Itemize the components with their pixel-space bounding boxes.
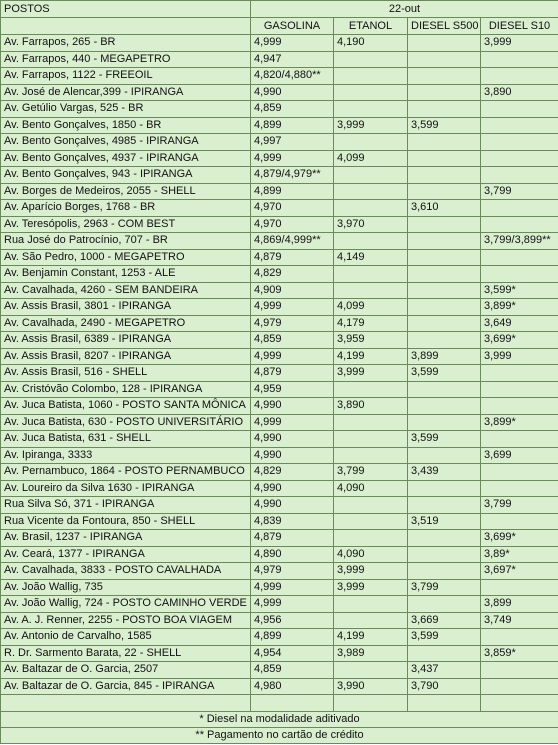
price-etanol: 4,090 — [334, 480, 408, 497]
price-diesel-s500 — [408, 381, 481, 398]
price-etanol: 4,149 — [334, 249, 408, 266]
price-diesel-s10 — [481, 134, 558, 151]
price-diesel-s10 — [481, 200, 558, 217]
price-diesel-s500 — [408, 134, 481, 151]
price-gasolina: 4,909 — [251, 282, 334, 299]
blank-row — [1, 695, 558, 712]
price-gasolina: 4,899 — [251, 183, 334, 200]
station-name: Av. Ipiranga, 3333 — [1, 447, 251, 464]
price-diesel-s10: 3,899 — [481, 596, 558, 613]
station-name: Av. Assis Brasil, 8207 - IPIRANGA — [1, 348, 251, 365]
price-etanol: 3,999 — [334, 365, 408, 382]
header-row-date — [1, 1, 558, 18]
price-diesel-s500: 3,599 — [408, 117, 481, 134]
station-name: Av. Bento Gonçalves, 1850 - BR — [1, 117, 251, 134]
price-gasolina: 4,990 — [251, 431, 334, 448]
price-etanol: 3,970 — [334, 216, 408, 233]
price-etanol — [334, 447, 408, 464]
price-etanol — [334, 381, 408, 398]
price-diesel-s10 — [481, 513, 558, 530]
price-diesel-s500: 3,799 — [408, 579, 481, 596]
station-name: Av. João Wallig, 724 - POSTO CAMINHO VERDE — [1, 596, 251, 613]
table-row — [1, 579, 558, 596]
price-diesel-s10: 3,799/3,899** — [481, 233, 558, 250]
price-diesel-s10 — [481, 579, 558, 596]
table-row — [1, 117, 558, 134]
price-diesel-s500: 3,599 — [408, 431, 481, 448]
table-row — [1, 299, 558, 316]
table-row — [1, 51, 558, 68]
price-diesel-s10: 3,799 — [481, 497, 558, 514]
table-row — [1, 84, 558, 101]
price-diesel-s10 — [481, 101, 558, 118]
price-gasolina: 4,970 — [251, 216, 334, 233]
table-row — [1, 464, 558, 481]
station-name: Av. Baltazar de O. Garcia, 845 - IPIRANGA — [1, 678, 251, 695]
table-row — [1, 381, 558, 398]
station-name: Av. Benjamin Constant, 1253 - ALE — [1, 266, 251, 283]
price-diesel-s10: 3,999 — [481, 35, 558, 52]
price-etanol: 4,099 — [334, 299, 408, 316]
station-name: Av. Assis Brasil, 3801 - IPIRANGA — [1, 299, 251, 316]
price-etanol: 3,990 — [334, 678, 408, 695]
price-diesel-s10 — [481, 167, 558, 184]
table-row — [1, 497, 558, 514]
price-diesel-s10 — [481, 464, 558, 481]
station-name: Av. Ceará, 1377 - IPIRANGA — [1, 546, 251, 563]
station-name: Av. Bento Gonçalves, 4985 - IPIRANGA — [1, 134, 251, 151]
price-diesel-s500 — [408, 530, 481, 547]
price-gasolina: 4,979 — [251, 563, 334, 580]
station-name: Av. Farrapos, 265 - BR — [1, 35, 251, 52]
price-diesel-s10: 3,697* — [481, 563, 558, 580]
table-row — [1, 431, 558, 448]
price-diesel-s500 — [408, 68, 481, 85]
price-diesel-s500: 3,437 — [408, 662, 481, 679]
price-gasolina: 4,970 — [251, 200, 334, 217]
station-name: Av. Cristóvão Colombo, 128 - IPIRANGA — [1, 381, 251, 398]
station-name: Av. José de Alencar,399 - IPIRANGA — [1, 84, 251, 101]
price-diesel-s500 — [408, 332, 481, 349]
station-name: Av. João Wallig, 735 — [1, 579, 251, 596]
table-row — [1, 348, 558, 365]
table-row — [1, 249, 558, 266]
price-gasolina: 4,859 — [251, 662, 334, 679]
price-gasolina: 4,879/4,979** — [251, 167, 334, 184]
price-diesel-s10 — [481, 678, 558, 695]
price-diesel-s500 — [408, 447, 481, 464]
price-diesel-s10 — [481, 68, 558, 85]
price-etanol — [334, 596, 408, 613]
price-diesel-s500 — [408, 216, 481, 233]
price-etanol — [334, 200, 408, 217]
price-diesel-s500 — [408, 480, 481, 497]
table-row — [1, 282, 558, 299]
price-diesel-s500 — [408, 249, 481, 266]
price-diesel-s10: 3,699* — [481, 530, 558, 547]
table-row — [1, 530, 558, 547]
table-row — [1, 35, 558, 52]
price-etanol: 3,890 — [334, 398, 408, 415]
price-diesel-s10: 3,899* — [481, 299, 558, 316]
table-row — [1, 662, 558, 679]
price-etanol: 3,999 — [334, 579, 408, 596]
price-diesel-s10: 3,89* — [481, 546, 558, 563]
table-row — [1, 183, 558, 200]
price-diesel-s500: 3,599 — [408, 365, 481, 382]
price-diesel-s500 — [408, 282, 481, 299]
price-gasolina: 4,990 — [251, 497, 334, 514]
price-diesel-s500: 3,899 — [408, 348, 481, 365]
price-etanol — [334, 183, 408, 200]
price-gasolina: 4,954 — [251, 645, 334, 662]
price-etanol: 4,090 — [334, 546, 408, 563]
station-name: Av. A. J. Renner, 2255 - POSTO BOA VIAGEM — [1, 612, 251, 629]
footnote-pagamento-cartao: ** Pagamento no cartão de crédito — [1, 728, 558, 744]
table-row — [1, 167, 558, 184]
price-diesel-s10 — [481, 381, 558, 398]
price-etanol: 4,199 — [334, 629, 408, 646]
price-etanol — [334, 282, 408, 299]
station-name: Av. Assis Brasil, 6389 - IPIRANGA — [1, 332, 251, 349]
footnote-row — [1, 728, 558, 744]
price-gasolina: 4,999 — [251, 579, 334, 596]
price-gasolina: 4,879 — [251, 365, 334, 382]
price-diesel-s500 — [408, 563, 481, 580]
table-row — [1, 447, 558, 464]
price-gasolina: 4,980 — [251, 678, 334, 695]
table-row — [1, 398, 558, 415]
table-row — [1, 101, 558, 118]
station-name: R. Dr. Sarmento Barata, 22 - SHELL — [1, 645, 251, 662]
price-diesel-s10: 3,699 — [481, 447, 558, 464]
price-etanol: 3,989 — [334, 645, 408, 662]
price-diesel-s500 — [408, 299, 481, 316]
price-diesel-s10 — [481, 662, 558, 679]
price-diesel-s500 — [408, 101, 481, 118]
price-etanol — [334, 134, 408, 151]
station-name: Av. Cavalhada, 4260 - SEM BANDEIRA — [1, 282, 251, 299]
station-name: Av. Brasil, 1237 - IPIRANGA — [1, 530, 251, 547]
price-diesel-s500 — [408, 183, 481, 200]
price-diesel-s10 — [481, 216, 558, 233]
price-diesel-s500 — [408, 35, 481, 52]
price-gasolina: 4,829 — [251, 266, 334, 283]
table-row — [1, 332, 558, 349]
station-name: Av. Juca Batista, 630 - POSTO UNIVERSITÁRIO — [1, 414, 251, 431]
price-diesel-s10 — [481, 266, 558, 283]
price-diesel-s10 — [481, 117, 558, 134]
price-etanol — [334, 101, 408, 118]
station-name: Av. Cavalhada, 2490 - MEGAPETRO — [1, 315, 251, 332]
station-name: Av. Farrapos, 440 - MEGAPETRO — [1, 51, 251, 68]
postos-header: POSTOS — [1, 1, 251, 18]
price-gasolina: 4,956 — [251, 612, 334, 629]
price-diesel-s500 — [408, 233, 481, 250]
price-diesel-s10 — [481, 629, 558, 646]
price-gasolina: 4,839 — [251, 513, 334, 530]
station-name: Av. Bento Gonçalves, 943 - IPIRANGA — [1, 167, 251, 184]
price-gasolina: 4,859 — [251, 101, 334, 118]
price-etanol — [334, 414, 408, 431]
price-diesel-s500 — [408, 546, 481, 563]
station-name: Rua José do Patrocínio, 707 - BR — [1, 233, 251, 250]
column-header-etanol: ETANOL — [334, 18, 408, 35]
price-diesel-s500 — [408, 84, 481, 101]
price-gasolina: 4,959 — [251, 381, 334, 398]
price-diesel-s500 — [408, 51, 481, 68]
price-diesel-s500 — [408, 414, 481, 431]
price-diesel-s500: 3,519 — [408, 513, 481, 530]
price-diesel-s500 — [408, 497, 481, 514]
price-gasolina: 4,820/4,880** — [251, 68, 334, 85]
table-row — [1, 233, 558, 250]
table-row — [1, 480, 558, 497]
table-row — [1, 563, 558, 580]
station-name: Av. São Pedro, 1000 - MEGAPETRO — [1, 249, 251, 266]
station-name: Av. Antonio de Carvalho, 1585 — [1, 629, 251, 646]
table-row — [1, 216, 558, 233]
footnote-diesel-aditivado: * Diesel na modalidade aditivado — [1, 712, 558, 728]
table-row — [1, 596, 558, 613]
column-header-gasolina: GASOLINA — [251, 18, 334, 35]
price-diesel-s10: 3,649 — [481, 315, 558, 332]
table-row — [1, 365, 558, 382]
price-etanol: 3,999 — [334, 563, 408, 580]
price-diesel-s10: 3,890 — [481, 84, 558, 101]
price-gasolina: 4,890 — [251, 546, 334, 563]
table-row — [1, 266, 558, 283]
price-etanol — [334, 497, 408, 514]
table-row — [1, 414, 558, 431]
station-name: Av. Farrapos, 1122 - FREEOIL — [1, 68, 251, 85]
header-empty-cell — [1, 18, 251, 35]
price-diesel-s500: 3,790 — [408, 678, 481, 695]
table-row — [1, 200, 558, 217]
station-name: Av. Borges de Medeiros, 2055 - SHELL — [1, 183, 251, 200]
price-etanol: 3,959 — [334, 332, 408, 349]
station-name: Av. Aparício Borges, 1768 - BR — [1, 200, 251, 217]
price-gasolina: 4,859 — [251, 332, 334, 349]
price-gasolina: 4,899 — [251, 629, 334, 646]
price-gasolina: 4,999 — [251, 299, 334, 316]
station-name: Av. Pernambuco, 1864 - POSTO PERNAMBUCO — [1, 464, 251, 481]
price-rows — [1, 35, 558, 695]
price-diesel-s500 — [408, 167, 481, 184]
price-diesel-s500 — [408, 315, 481, 332]
price-etanol — [334, 51, 408, 68]
price-diesel-s10: 3,599* — [481, 282, 558, 299]
price-diesel-s10: 3,999 — [481, 348, 558, 365]
price-gasolina: 4,999 — [251, 596, 334, 613]
table-row — [1, 150, 558, 167]
price-diesel-s500 — [408, 645, 481, 662]
price-etanol — [334, 233, 408, 250]
table-row — [1, 68, 558, 85]
station-name: Av. Baltazar de O. Garcia, 2507 — [1, 662, 251, 679]
column-header-diesel-s10: DIESEL S10 — [481, 18, 558, 35]
price-etanol — [334, 431, 408, 448]
price-gasolina: 4,990 — [251, 398, 334, 415]
price-diesel-s10: 3,899* — [481, 414, 558, 431]
price-gasolina: 4,947 — [251, 51, 334, 68]
price-etanol — [334, 612, 408, 629]
price-gasolina: 4,899 — [251, 117, 334, 134]
price-diesel-s10 — [481, 480, 558, 497]
price-diesel-s10 — [481, 365, 558, 382]
price-gasolina: 4,990 — [251, 84, 334, 101]
price-etanol: 4,190 — [334, 35, 408, 52]
price-diesel-s500: 3,610 — [408, 200, 481, 217]
table-row — [1, 546, 558, 563]
table-row — [1, 612, 558, 629]
price-diesel-s500 — [408, 266, 481, 283]
station-name: Av. Juca Batista, 1060 - POSTO SANTA MÔNICA — [1, 398, 251, 415]
column-header-diesel-s500: DIESEL S500 — [408, 18, 481, 35]
price-gasolina: 4,990 — [251, 480, 334, 497]
price-diesel-s10 — [481, 51, 558, 68]
price-diesel-s10: 3,799 — [481, 183, 558, 200]
price-diesel-s10 — [481, 249, 558, 266]
price-gasolina: 4,999 — [251, 414, 334, 431]
footnote-row — [1, 712, 558, 728]
price-diesel-s10: 3,699* — [481, 332, 558, 349]
station-name: Rua Silva Só, 371 - IPIRANGA — [1, 497, 251, 514]
station-name: Av. Teresópolis, 2963 - COM BEST — [1, 216, 251, 233]
station-name: Av. Loureiro da Silva 1630 - IPIRANGA — [1, 480, 251, 497]
price-gasolina: 4,999 — [251, 35, 334, 52]
price-etanol — [334, 167, 408, 184]
price-gasolina: 4,869/4,999** — [251, 233, 334, 250]
price-etanol: 4,199 — [334, 348, 408, 365]
header-row-columns — [1, 18, 558, 35]
price-diesel-s10 — [481, 431, 558, 448]
price-etanol — [334, 266, 408, 283]
station-name: Av. Juca Batista, 631 - SHELL — [1, 431, 251, 448]
price-gasolina: 4,999 — [251, 348, 334, 365]
price-gasolina: 4,979 — [251, 315, 334, 332]
price-etanol — [334, 513, 408, 530]
price-gasolina: 4,879 — [251, 249, 334, 266]
station-name: Rua Vicente da Fontoura, 850 - SHELL — [1, 513, 251, 530]
price-gasolina: 4,999 — [251, 150, 334, 167]
station-name: Av. Getúlio Vargas, 525 - BR — [1, 101, 251, 118]
price-gasolina: 4,879 — [251, 530, 334, 547]
price-gasolina: 4,829 — [251, 464, 334, 481]
price-etanol — [334, 68, 408, 85]
price-diesel-s10 — [481, 150, 558, 167]
price-diesel-s500: 3,669 — [408, 612, 481, 629]
price-diesel-s500 — [408, 398, 481, 415]
price-diesel-s10: 3,749 — [481, 612, 558, 629]
station-name: Av. Assis Brasil, 516 - SHELL — [1, 365, 251, 382]
price-diesel-s500 — [408, 150, 481, 167]
price-etanol: 4,179 — [334, 315, 408, 332]
price-etanol — [334, 84, 408, 101]
table-row — [1, 315, 558, 332]
price-diesel-s10: 3,859* — [481, 645, 558, 662]
price-diesel-s10 — [481, 398, 558, 415]
price-gasolina: 4,997 — [251, 134, 334, 151]
table-row — [1, 513, 558, 530]
price-etanol: 3,999 — [334, 117, 408, 134]
price-diesel-s500: 3,439 — [408, 464, 481, 481]
station-name: Av. Cavalhada, 3833 - POSTO CAVALHADA — [1, 563, 251, 580]
table-row — [1, 645, 558, 662]
table-row — [1, 629, 558, 646]
price-etanol: 3,799 — [334, 464, 408, 481]
station-name: Av. Bento Gonçalves, 4937 - IPIRANGA — [1, 150, 251, 167]
price-etanol: 4,099 — [334, 150, 408, 167]
table-row — [1, 134, 558, 151]
table-row — [1, 678, 558, 695]
price-etanol — [334, 662, 408, 679]
price-diesel-s500: 3,599 — [408, 629, 481, 646]
date-header: 22-out — [251, 1, 558, 18]
price-diesel-s500 — [408, 596, 481, 613]
price-etanol — [334, 530, 408, 547]
price-gasolina: 4,990 — [251, 447, 334, 464]
